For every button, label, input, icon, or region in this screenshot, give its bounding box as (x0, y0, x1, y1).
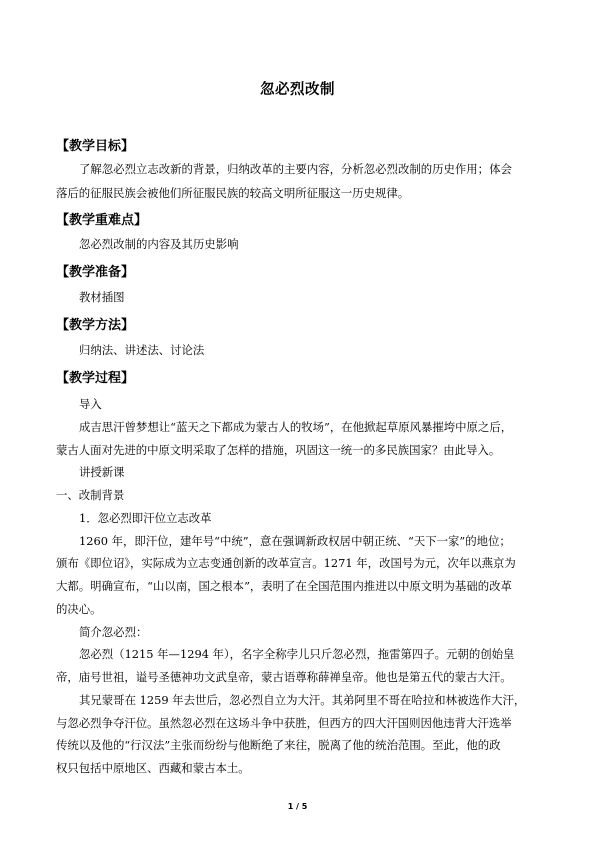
paragraph-line: 一、改制背景 (56, 488, 125, 502)
paragraph-line: 教材插图 (79, 290, 125, 304)
paragraph-line: 与忽必烈争夺汗位。虽然忽必烈在这场斗争中获胜，但西方的四大汗国则因他违背大汗选举 (56, 716, 512, 730)
paragraph-line: 导入 (79, 397, 102, 411)
page-number: 1 / 5 (287, 802, 308, 811)
paragraph-line: 忽必烈改制的内容及其历史影响 (79, 237, 239, 251)
paragraph-line: 归纳法、讲述法、讨论法 (79, 343, 205, 357)
paragraph-line: 1．忽必烈即汗位立志改革 (79, 511, 212, 525)
paragraph-line: 忽必烈（1215 年—1294 年），名字全称孛儿只斤忽必烈，拖雷第四子。元朝的创始皇 (79, 647, 515, 661)
paragraph-line: 1260 年，即汗位，建年号“中统”，意在强调新政权居中朝正统、“天下一家”的地位； (79, 534, 511, 548)
paragraph-line: 大都。明确宣布，“山以南，国之根本”，表明了在全国范围内推进以中原文明为基础的改革 (56, 579, 512, 593)
paragraph-line: 蒙古人面对先进的中原文明采取了怎样的措施，巩固这一统一的多民族国家？由此导入。 (56, 443, 501, 457)
page-title: 忽必烈改制 (260, 82, 335, 98)
section-heading-keypoints: 【教学重难点】 (56, 213, 148, 228)
paragraph-line: 成吉思汗曾梦想让“蓝天之下都成为蒙古人的牧场”，在他掀起草原风暴摧垮中原之后， (79, 420, 513, 434)
paragraph-line: 权只包括中原地区、西藏和蒙古本土。 (56, 761, 250, 775)
paragraph-line: 简介忽必烈： (79, 625, 148, 639)
paragraph-line: 其兄蒙哥在 1259 年去世后，忽必烈自立为大汗。其弟阿里不哥在哈拉和林被选作大汗， (79, 693, 526, 707)
section-heading-goal: 【教学目标】 (56, 139, 135, 154)
paragraph-line: 颁布《即位诏》，实际成为立志变通创新的改革宣言。1271 年，改国号为元，次年以燕京为 (56, 556, 516, 570)
paragraph-line: 了解忽必烈立志改新的背景，归纳改革的主要内容，分析忽必烈改制的历史作用；体会 (79, 162, 512, 176)
section-heading-process: 【教学过程】 (56, 371, 135, 386)
paragraph-line: 的决心。 (56, 602, 102, 616)
section-heading-method: 【教学方法】 (56, 318, 135, 333)
paragraph-line: 讲授新课 (79, 465, 125, 479)
paragraph-line: 落后的征服民族会被他们所征服民族的较高文明所征服这一历史规律。 (56, 186, 410, 200)
paragraph-line: 传统以及他的“行汉法”主张而纷纷与他断绝了来往，脱离了他的统治范围。至此，他的政 (56, 738, 501, 752)
paragraph-line: 帝，庙号世祖，谥号圣德神功文武皇帝，蒙古语尊称薛禅皇帝。他也是第五代的蒙古大汗。 (56, 670, 512, 684)
section-heading-prep: 【教学准备】 (56, 265, 135, 280)
